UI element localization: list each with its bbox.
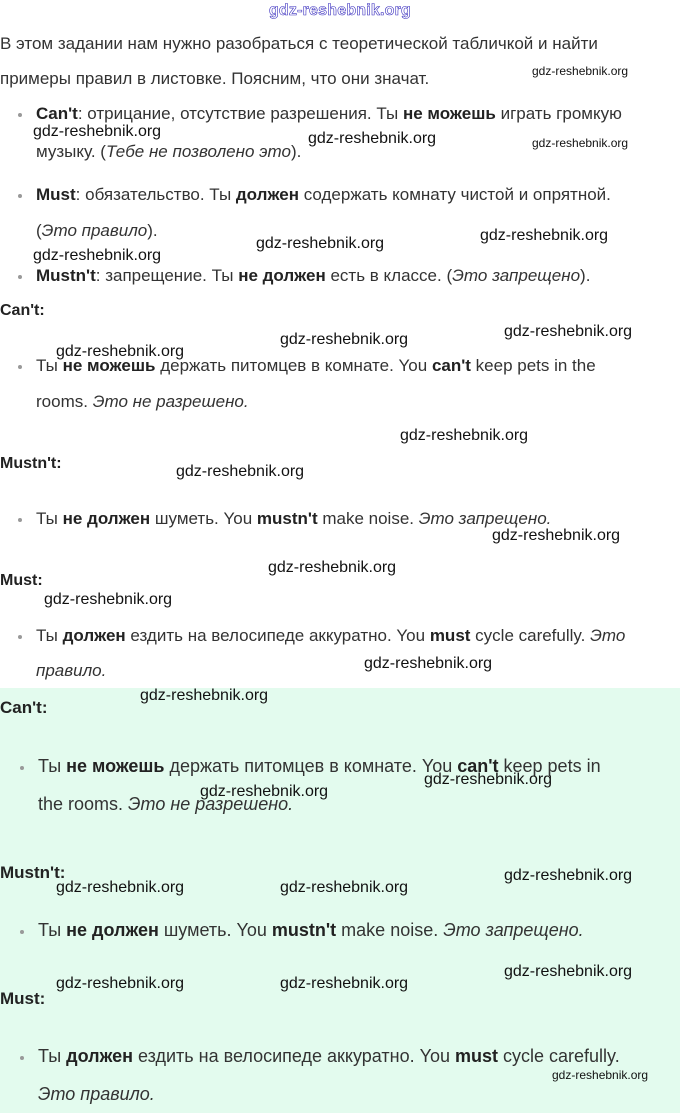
example-italic: Это не разрешено. <box>92 392 249 411</box>
rule-text: ). <box>147 221 158 240</box>
watermark: gdz-reshebnik.org <box>176 463 305 480</box>
watermark: gdz-reshebnik.org <box>364 655 493 672</box>
watermark: gdz-reshebnik.org <box>504 963 633 980</box>
watermark: gdz-reshebnik.org <box>400 427 529 444</box>
rule-term: Mustn't <box>36 266 96 285</box>
rule-must-line2 <box>36 221 158 241</box>
example-text: Ты <box>38 920 67 940</box>
rule-italic: Это запрещено <box>452 266 581 285</box>
example-text: держать питомцев в комнате. You <box>164 756 458 776</box>
rule-text: ). <box>580 266 591 285</box>
watermark: gdz-reshebnik.org <box>33 247 162 264</box>
example-italic: Это <box>590 626 626 645</box>
rule-text: : обязательство. Ты <box>75 185 236 204</box>
example-bold: должен <box>62 626 126 645</box>
example-italic: правило. <box>36 661 107 680</box>
intro-line-2: примеры правил в листовке. Поясним, что они значат. <box>0 69 430 88</box>
watermark: gdz-reshebnik.org <box>504 323 633 340</box>
example-bold: can't <box>431 356 471 375</box>
example-text: Ты <box>38 1046 67 1066</box>
example-italic: Это запрещено. <box>443 920 584 940</box>
watermark: gdz-reshebnik.org <box>140 687 269 704</box>
example-bold: mustn't <box>256 509 318 528</box>
watermark: gdz-reshebnik.org <box>424 771 553 788</box>
rule-bold: должен <box>235 185 299 204</box>
rule-text: ). <box>290 142 302 161</box>
example-bold: не можешь <box>62 356 156 375</box>
rule-bold: не можешь <box>402 104 496 123</box>
example-text: make noise. <box>336 920 444 940</box>
example-bold: не можешь <box>66 756 165 776</box>
example-cant-line2 <box>36 392 249 412</box>
section-heading-mustnt: Mustn't: <box>0 455 62 472</box>
watermark: gdz-reshebnik.org <box>492 527 621 544</box>
example-must-line2 <box>36 661 106 681</box>
example-italic: Это правило. <box>38 1084 155 1104</box>
green-example-must-line2 <box>38 1084 155 1105</box>
example-text: keep pets in <box>498 756 601 776</box>
top-watermark: gdz-reshebnik.org <box>268 2 412 19</box>
rule-text: : отрицание, отсутствие разрешения. Ты <box>77 104 403 123</box>
watermark: gdz-reshebnik.org <box>56 879 185 896</box>
rule-text: ( <box>36 221 42 240</box>
example-text: шуметь. You <box>150 509 257 528</box>
rule-mustnt <box>36 266 590 286</box>
watermark: gdz-reshebnik.org <box>532 136 629 150</box>
watermark: gdz-reshebnik.org <box>552 1068 649 1082</box>
example-text: cycle carefully. <box>498 1046 620 1066</box>
rule-text: содержать комнату чистой и опрятной. <box>299 185 611 204</box>
example-mustnt <box>36 509 551 529</box>
watermark: gdz-reshebnik.org <box>532 64 629 78</box>
watermark: gdz-reshebnik.org <box>200 783 329 800</box>
rule-term: Must <box>36 185 76 204</box>
example-bold: mustn't <box>271 920 337 940</box>
example-text: cycle carefully. <box>470 626 591 645</box>
example-bold: must <box>429 626 471 645</box>
example-text: make noise. <box>317 509 419 528</box>
watermark: gdz-reshebnik.org <box>308 130 437 147</box>
green-example-must <box>38 1046 620 1067</box>
green-heading-must: Must: <box>0 989 46 1008</box>
rule-bold: не должен <box>238 266 326 285</box>
rule-cant-line2 <box>36 142 301 162</box>
green-heading-cant: Can't: <box>0 698 48 717</box>
example-text: Ты <box>38 756 67 776</box>
green-example-mustnt <box>38 920 584 941</box>
example-bold: не должен <box>62 509 151 528</box>
example-text: Ты <box>36 356 63 375</box>
watermark: gdz-reshebnik.org <box>280 975 409 992</box>
rule-term: Can't <box>36 104 78 123</box>
example-must <box>36 626 625 646</box>
watermark: gdz-reshebnik.org <box>256 235 385 252</box>
rule-text: музыку. ( <box>36 142 106 161</box>
example-italic: Это запрещено. <box>418 509 552 528</box>
example-bold: не должен <box>66 920 159 940</box>
rule-italic: Это правило <box>41 221 148 240</box>
section-heading-cant: Can't: <box>0 302 45 319</box>
example-italic: Это не разрешено. <box>128 794 294 814</box>
example-bold: can't <box>457 756 499 776</box>
rule-text: : запрещение. Ты <box>95 266 239 285</box>
example-text: Ты <box>36 509 63 528</box>
watermark: gdz-reshebnik.org <box>44 591 173 608</box>
rule-italic: Тебе не позволено это <box>105 142 291 161</box>
watermark: gdz-reshebnik.org <box>268 559 397 576</box>
example-text: Ты <box>36 626 63 645</box>
rule-cant <box>36 104 622 124</box>
example-bold: must <box>454 1046 498 1066</box>
rule-text: играть громкую <box>495 104 622 123</box>
example-text: держать питомцев в комнате. You <box>155 356 432 375</box>
watermark: gdz-reshebnik.org <box>56 343 185 360</box>
example-text: ездить на велосипеде аккуратно. You <box>132 1046 455 1066</box>
watermark: gdz-reshebnik.org <box>56 975 185 992</box>
watermark: gdz-reshebnik.org <box>480 227 609 244</box>
example-text: the rooms. <box>38 794 129 814</box>
rule-must <box>36 185 611 205</box>
example-text: keep pets in the <box>470 356 596 375</box>
intro-line-1: В этом задании нам нужно разобраться с теоретической табличкой и найти <box>0 34 598 53</box>
watermark: gdz-reshebnik.org <box>33 123 162 140</box>
example-text: шуметь. You <box>158 920 272 940</box>
watermark: gdz-reshebnik.org <box>504 867 633 884</box>
watermark: gdz-reshebnik.org <box>280 879 409 896</box>
example-text: ездить на велосипеде аккуратно. You <box>125 626 430 645</box>
watermark: gdz-reshebnik.org <box>280 331 409 348</box>
green-heading-mustnt: Mustn't: <box>0 863 66 882</box>
section-heading-must: Must: <box>0 572 43 589</box>
rule-text: есть в классе. ( <box>325 266 453 285</box>
example-text: rooms. <box>36 392 93 411</box>
example-bold: должен <box>66 1046 133 1066</box>
